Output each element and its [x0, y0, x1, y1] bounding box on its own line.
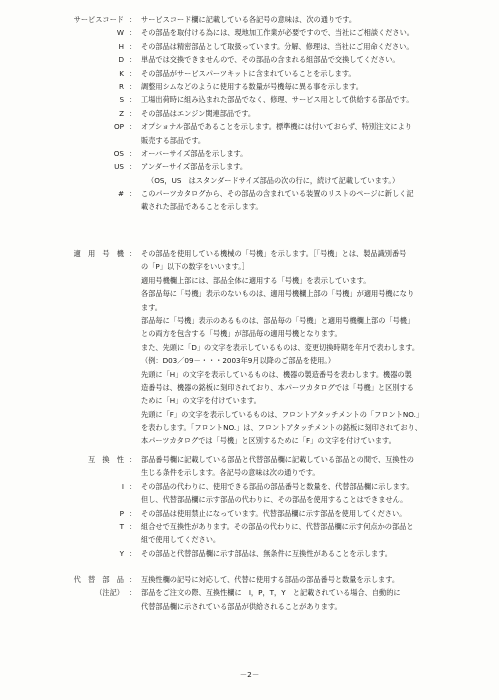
colon: ：	[129, 41, 137, 51]
service-code-description: （OS，US はスタンダードサイズ部品の次の行に，続けて記載しています。）	[147, 175, 400, 185]
applicable-units-line: その部品を使用している機械の「号機」を示します。［「号機」とは、製品識別番号	[141, 249, 407, 258]
compatibility-symbol: P	[119, 508, 124, 518]
colon: ：	[129, 81, 137, 91]
compatibility-description: その部品の代わりに、使用できる部品の部品番号と数量を、代替部品欄に示します。	[141, 481, 414, 491]
alternate-parts-note-row	[0, 586, 499, 599]
service-code-description: その部品がサービスパーツキットに含まれていることを示します。	[141, 68, 356, 78]
service-code-symbol: R	[119, 81, 124, 91]
service-code-row	[0, 160, 499, 173]
alternate-parts-heading: 代 替 部 品	[73, 575, 124, 584]
applicable-units-line: ます。	[141, 302, 162, 312]
compatibility-description: 組合せで互換性があります。その部品の代わりに、代替部品欄に示す何点かの部品と	[141, 521, 414, 531]
colon: ：	[129, 548, 137, 558]
applicable-units-line: ために「H」の文字を付けています。	[141, 396, 261, 406]
service-code-symbol: #	[117, 189, 124, 199]
applicable-units-line: の「P」以下の数字をいいます。］	[141, 262, 249, 272]
applicable-units-line: 先頭に「F」の文字を表示しているものは、フロントアタッチメントの「フロントNO.」	[141, 409, 424, 419]
colon: ：	[129, 455, 137, 464]
compatibility-heading: 互 換 性	[88, 455, 124, 464]
colon: ：	[129, 249, 137, 258]
service-code-symbol: H	[118, 41, 124, 51]
service-code-row	[0, 147, 499, 160]
applicable-units-line: 本パーツカタログでは「号機」と区別するために「F」の文字を付けています。	[141, 436, 396, 446]
page-number: －2－	[239, 670, 260, 679]
colon: ：	[129, 55, 137, 65]
compatibility-symbol: I	[121, 481, 124, 491]
service-code-description: アンダーサイズ部品を示します。	[141, 162, 248, 172]
compatibility-row	[0, 547, 499, 560]
applicable-units-text	[141, 247, 423, 448]
compatibility-description: その部品は使用禁止になっています。代替部品欄に示す部品を使用してください。	[141, 508, 407, 518]
colon: ：	[129, 588, 137, 598]
service-code-row	[0, 120, 499, 133]
service-code-description: 調整用シムなどのように使用する数量が号機毎に異る事を示します。	[141, 81, 363, 91]
service-code-description: その部品を取付ける為には、現地加工作業が必要ですので、当社にご相談ください。	[141, 28, 414, 38]
colon: ：	[129, 122, 137, 132]
service-code-description: 単品では交換できませんので、その部品の含まれる組部品で交換してください。	[141, 55, 400, 65]
compatibility-row	[0, 480, 499, 493]
colon: ：	[129, 68, 137, 78]
applicable-units-line: （例：D03／09－・・・2003年9月以降のご部品を使用。）	[141, 356, 336, 366]
service-code-row	[0, 67, 499, 80]
colon: ：	[129, 481, 137, 491]
compatibility-symbol: Y	[119, 548, 124, 558]
applicable-units-line: 各部品毎に「号機」表示のないものは、適用号機欄上部の「号機」が適用号機になり	[141, 289, 415, 299]
applicable-units-line: 適用号機欄上部には、部品全体に適用する「号機」を表示しています。	[141, 275, 371, 285]
colon: ：	[129, 508, 137, 518]
colon: ：	[129, 95, 137, 105]
service-code-symbol: Z	[119, 108, 124, 118]
service-code-row	[0, 107, 499, 120]
alternate-parts-section	[0, 573, 499, 613]
service-code-description: このパーツカタログから、その部品の含まれている装置のリストのページに新しく記	[141, 189, 414, 199]
alternate-parts-note-line: 部品をご注文の際、互換性欄に I，P，T，Y と記載されている場合、自動的に	[141, 588, 401, 598]
compatibility-description: その部品と代替部品欄に示す部品は、無条件に互換性があることを示します。	[141, 548, 392, 558]
service-code-description: その部品は精密部品として取扱っています。分解、修理は、当社にご用命ください。	[141, 41, 414, 51]
service-code-symbol: W	[116, 28, 124, 38]
colon: ：	[129, 521, 137, 531]
service-code-row	[0, 187, 499, 200]
service-code-description: 販売する部品です。	[141, 135, 206, 145]
service-code-description: 工場出荷時に組み込まれた部品でなく、修理、サービス用として供給する部品です。	[141, 95, 414, 105]
service-code-intro: サービスコード欄に記載している各記号の意味は、次の通りです。	[141, 15, 357, 24]
service-code-row	[0, 134, 499, 147]
compatibility-intro-line: 生じる条件を示します。各記号の意味は次の通りです。	[141, 468, 320, 478]
colon: ：	[129, 28, 137, 38]
service-code-symbol: US	[114, 162, 124, 172]
compatibility-row	[0, 493, 499, 506]
service-code-symbol: K	[119, 68, 124, 78]
service-code-row	[0, 93, 499, 106]
colon: ：	[129, 15, 137, 24]
service-code-row	[0, 40, 499, 53]
service-code-list	[0, 26, 499, 213]
compatibility-intro	[141, 453, 414, 480]
colon: ：	[129, 189, 137, 199]
alternate-parts-note-row	[0, 600, 499, 613]
compatibility-description: 但し、代替部品欄に示す部品の代わりに、その部品を使用することはできません。	[141, 495, 408, 505]
applicable-units-line: 部品毎に「号機」表示のあるものは、部品毎の「号機」と適用号機欄上部の「号機」	[141, 315, 415, 325]
colon: ：	[129, 148, 137, 158]
service-code-row	[0, 200, 499, 213]
compatibility-symbol: T	[119, 521, 124, 531]
service-code-heading: サービスコード	[73, 15, 124, 24]
compatibility-section	[0, 453, 499, 558]
alternate-parts-note-label: （注記）	[95, 588, 124, 598]
applicable-units-line: 先頭に「H」の文字を表示しているものは、機器の製造番号を表わします。機器の製	[141, 369, 412, 379]
service-code-row	[0, 53, 499, 66]
compatibility-description: 組で使用してください。	[141, 535, 221, 545]
service-code-symbol: OS	[113, 148, 124, 158]
service-code-row	[0, 174, 499, 187]
applicable-units-section	[0, 247, 499, 446]
service-code-symbol: S	[119, 95, 124, 105]
applicable-units-line: との両方を包含する「号機」が部品毎の適用号機となります。	[141, 329, 342, 339]
colon: ：	[129, 162, 137, 172]
compatibility-row	[0, 520, 499, 533]
compatibility-row	[0, 533, 499, 546]
service-code-row	[0, 26, 499, 39]
service-code-description: オーバーサイズ部品を示します。	[141, 148, 248, 158]
service-code-section	[0, 13, 499, 214]
colon: ：	[129, 108, 137, 118]
alternate-parts-note-line: 代替部品欄に示されている部品が供給されることがあります。	[141, 601, 342, 611]
service-code-description: 載された部品であることを示します。	[141, 202, 263, 212]
service-code-description: オプショナル部品であることを示します。標準機には付いておらず、特別注文により	[141, 122, 412, 132]
service-code-intro-row	[0, 13, 499, 26]
compatibility-intro-line: 部品番号欄に記載している部品と代替部品欄に記載している部品との間で、互換性の	[141, 455, 414, 464]
service-code-symbol: OP	[114, 122, 124, 132]
alternate-parts-description: 互換性欄の記号に対応して、代替に使用する部品の部品番号と数量を示します。	[141, 575, 400, 584]
applicable-units-line: 造番号は、機器の銘板に刻印されており、本パーツカタログでは「号機」と区別する	[141, 382, 414, 392]
compatibility-list	[0, 480, 499, 560]
service-code-symbol: D	[118, 55, 124, 65]
compatibility-row	[0, 507, 499, 520]
service-code-description: その部品はエンジン関連部品です。	[141, 108, 256, 118]
alternate-parts-row	[0, 573, 499, 586]
service-code-row	[0, 80, 499, 93]
applicable-units-line: また、先頭に「D」の文字を表示しているものは、変更切換時期を年月で表わします。	[141, 342, 420, 352]
applicable-units-heading: 適 用 号 機	[73, 249, 124, 258]
applicable-units-line: を表わします。「フロントNO.」は、フロントアタッチメントの銘板に刻印されており、	[141, 423, 422, 433]
colon: ：	[129, 575, 137, 584]
